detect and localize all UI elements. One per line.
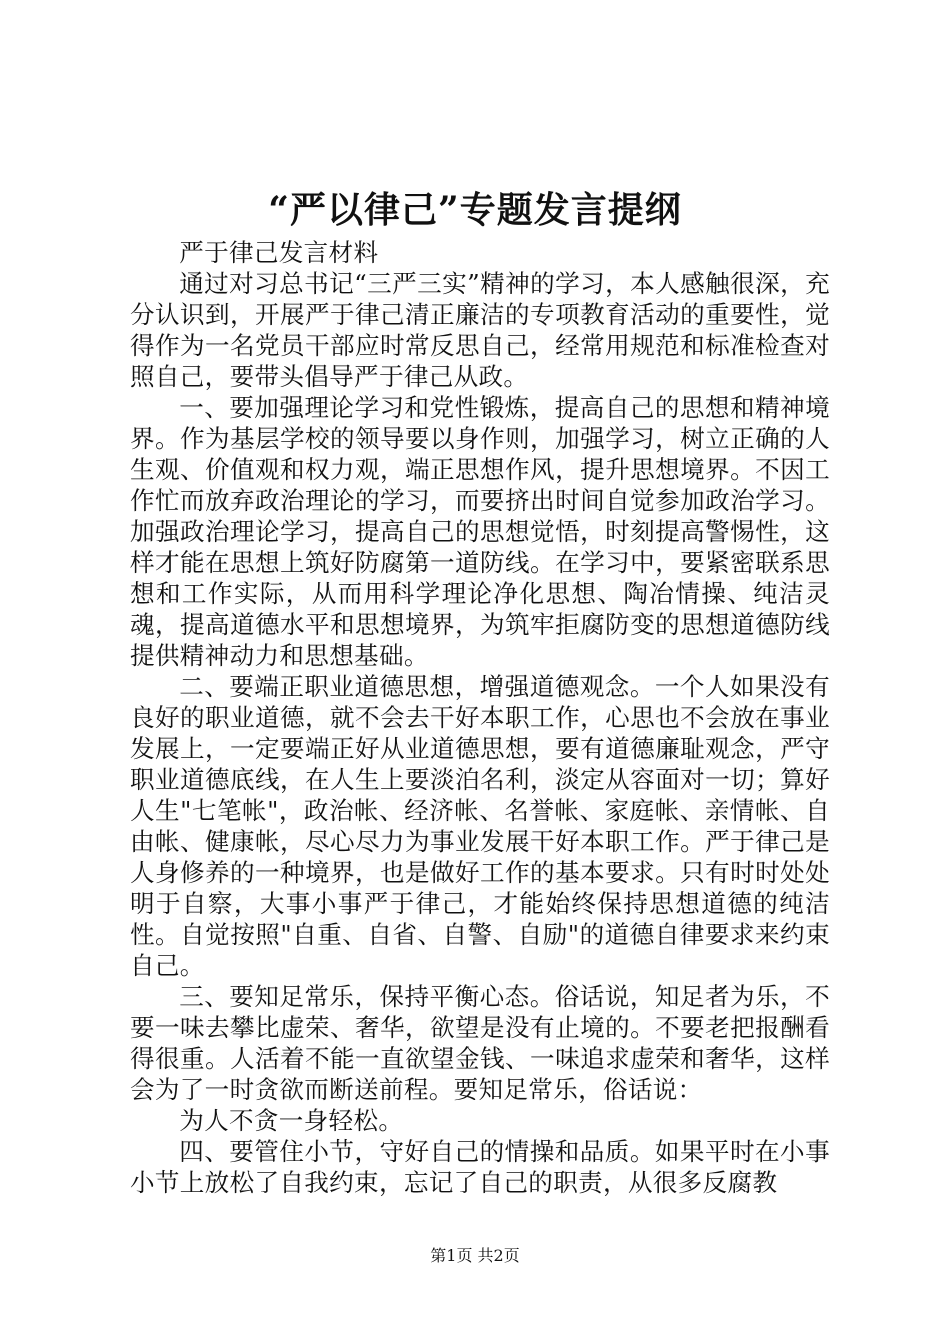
paragraph-subtitle: 严于律己发言材料 xyxy=(179,238,379,267)
page-number: 第1页 共2页 xyxy=(430,1246,520,1265)
paragraph-point-3: 三、要知足常乐，保持平衡心态。俗话说，知足者为乐，不要一味去攀比虚荣、奢华，欲望是没有止境的。不要老把报酬看得很重。人活着不能一直欲望金钱、一味追求虚荣和奢华，这样会为了一时贪欲而断送前程。要知足常乐，俗话说： xyxy=(130,982,830,1104)
paragraph-point-4: 四、要管住小节，守好自己的情操和品质。如果平时在小事小节上放松了自我约束，忘记了自己的职责，从很多反腐教 xyxy=(130,1137,830,1197)
page-title: “严以律己”专题发言提纲 xyxy=(268,189,682,231)
document-body xyxy=(130,237,830,1198)
paragraph-saying: 为人不贪一身轻松。 xyxy=(179,1106,404,1135)
paragraph-intro: 通过对习总书记“三严三实”精神的学习，本人感触很深，充分认识到，开展严于律己清正廉洁的专项教育活动的重要性，觉得作为一名党员干部应时常反思自己，经常用规范和标准检查对照自己，要带头倡导严于律己从政。 xyxy=(130,269,830,391)
paragraph-point-2: 二、要端正职业道德思想，增强道德观念。一个人如果没有良好的职业道德，就不会去干好本职工作，心思也不会放在事业发展上，一定要端正好从业道德思想，要有道德廉耻观念，严守职业道德底线，在人生上要淡泊名利，淡定从容面对一切；算好人生"七笔帐"，政治帐、经济帐、名誉帐、家庭帐、亲情帐、自由帐、健康帐，尽心尽力为事业发展干好本职工作。严于律己是人身修养的一种境界，也是做好工作的基本要求。只有时时处处明于自察，大事小事严于律己，才能始终保持思想道德的纯洁性。自觉按照"自重、自省、自警、自励"的道德自律要求来约束自己。 xyxy=(130,672,830,980)
paragraph-point-1: 一、要加强理论学习和党性锻炼，提高自己的思想和精神境界。作为基层学校的领导要以身作则，加强学习，树立正确的人生观、价值观和权力观，端正思想作风，提升思想境界。不因工作忙而放弃政治理论的学习，而要挤出时间自觉参加政治学习。加强政治理论学习，提高自己的思想觉悟，时刻提高警惕性，这样才能在思想上筑好防腐第一道防线。在学习中，要紧密联系思想和工作实际，从而用科学理论净化思想、陶冶情操、纯洁灵魂，提高道德水平和思想境界，为筑牢拒腐防变的思想道德防线提供精神动力和思想基础。 xyxy=(130,393,830,670)
